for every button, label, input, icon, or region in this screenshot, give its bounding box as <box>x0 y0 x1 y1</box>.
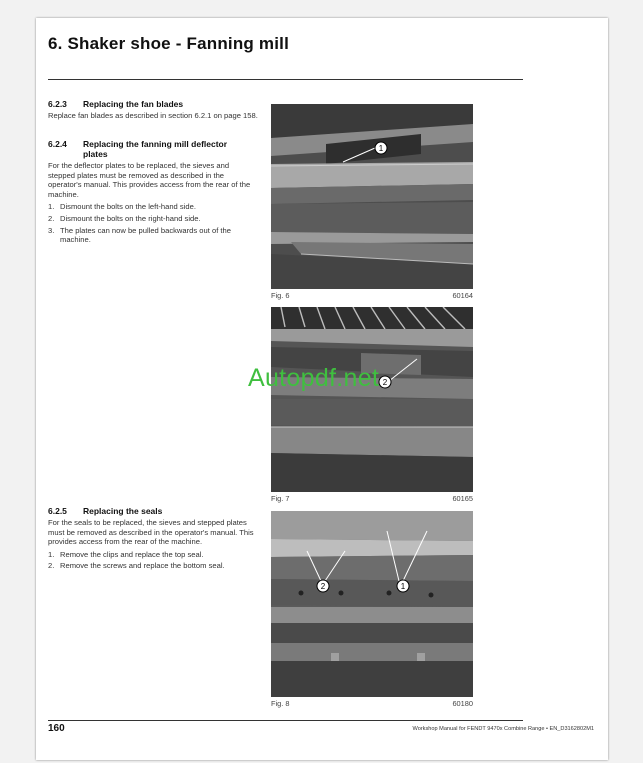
figure-code: 60164 <box>452 291 473 300</box>
section-heading <box>48 99 258 109</box>
list-item <box>48 214 258 224</box>
list-item <box>48 550 258 560</box>
step-text: Dismount the bolts on the right-hand side. <box>60 213 201 223</box>
section-heading <box>48 506 258 516</box>
section-6-2-4 <box>48 139 258 247</box>
footer-text: Workshop Manual for FENDT 9470x Combine Range • EN_D3162802M1 <box>412 726 594 732</box>
callout-label: 2 <box>320 582 326 591</box>
list-item <box>48 561 258 571</box>
figure-code: 60165 <box>452 494 473 503</box>
step-number: 3. <box>48 225 55 235</box>
step-text: Remove the clips and replace the top seal. <box>60 549 204 559</box>
step-number: 2. <box>48 561 55 571</box>
step-text: The plates can now be pulled backwards out of the machine. <box>60 225 231 245</box>
step-text: Dismount the bolts on the left-hand side. <box>60 202 196 212</box>
section-paragraph: Replace fan blades as described in section 6.2.1 on page 158. <box>48 111 258 120</box>
page-title: 6. Shaker shoe - Fanning mill <box>48 34 290 53</box>
figure-caption <box>271 291 473 300</box>
figure-8-photo <box>271 511 473 697</box>
figure-code: 60180 <box>452 699 473 708</box>
section-number: 6.2.4 <box>48 139 67 149</box>
list-item <box>48 202 258 212</box>
list-item <box>48 226 258 245</box>
figure-caption <box>271 699 473 708</box>
callout-label: 1 <box>378 144 384 153</box>
section-6-2-3 <box>48 99 258 121</box>
figure-7-photo <box>271 307 473 492</box>
step-list <box>48 550 258 571</box>
step-number: 1. <box>48 549 55 559</box>
section-paragraph: For the seals to be replaced, the sieves and stepped plates must be removed as described in the operator's manual. This provides access from the rear of the machine. <box>48 518 254 547</box>
figure-caption <box>271 494 473 503</box>
figure-label: Fig. 7 <box>271 494 290 503</box>
callout-label: 2 <box>382 378 388 387</box>
section-number: 6.2.3 <box>48 99 67 109</box>
section-6-2-5 <box>48 506 258 573</box>
figure-label: Fig. 8 <box>271 699 290 708</box>
section-title: Replacing the fan blades <box>83 99 184 109</box>
watermark-text: Autopdf.net <box>248 364 380 392</box>
section-number: 6.2.5 <box>48 506 67 516</box>
section-title: Replacing the seals <box>83 506 163 516</box>
page-number: 160 <box>48 723 65 734</box>
footer-rule <box>48 720 523 721</box>
figure-6-photo <box>271 104 473 289</box>
section-paragraph: For the deflector plates to be replaced, the sieves and stepped plates must be removed as described in the operator's manual. This provides access from the rear of the machine. <box>48 161 251 199</box>
callout-label: 1 <box>400 582 406 591</box>
figure-label: Fig. 6 <box>271 291 290 300</box>
step-number: 1. <box>48 202 55 212</box>
step-number: 2. <box>48 213 55 223</box>
title-rule <box>48 79 523 80</box>
step-text: Remove the screws and replace the bottom seal. <box>60 561 225 571</box>
section-heading <box>48 139 258 159</box>
step-list <box>48 202 258 244</box>
section-title: Replacing the fanning mill deflector plates <box>83 139 228 159</box>
